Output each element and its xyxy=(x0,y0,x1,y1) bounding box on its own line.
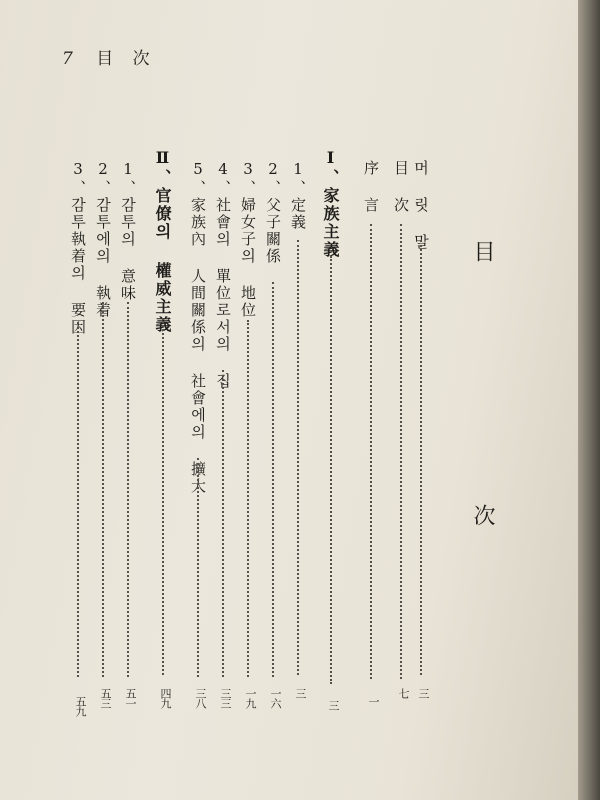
toc-page-number: 一 xyxy=(367,696,380,706)
toc-page-number: 三八 xyxy=(194,688,207,708)
toc-page-number: 五三 xyxy=(99,688,112,708)
dot-leader xyxy=(400,224,412,679)
toc-page-number: 一九 xyxy=(244,688,257,708)
toc-entry-1-3: 3、婦女子의 地位 xyxy=(239,160,257,319)
toc-page-number: 五一 xyxy=(124,688,137,708)
header-title-a: 目 xyxy=(96,49,116,69)
dot-leader xyxy=(370,224,382,679)
toc-page-number: 七 xyxy=(397,688,410,698)
dot-leader xyxy=(420,240,432,675)
dot-leader xyxy=(272,282,284,677)
toc-page-number: 三 xyxy=(417,688,430,698)
toc-entry-1-2: 2、父子關係 xyxy=(264,160,282,265)
toc-entry-1-1: 1、定義 xyxy=(289,160,307,231)
toc-page-number: 五九 xyxy=(74,696,87,716)
toc-page-number: 三 xyxy=(294,688,307,698)
header-title-b: 次 xyxy=(132,49,152,69)
dot-leader xyxy=(222,370,234,677)
dot-leader xyxy=(77,322,89,677)
toc-page-number: 三 xyxy=(327,700,340,710)
dot-leader xyxy=(102,302,114,677)
dot-leader xyxy=(297,240,309,675)
dot-leader xyxy=(330,256,342,684)
page-title: 目 次 xyxy=(470,240,495,636)
page-number: 7 xyxy=(62,49,75,69)
dot-leader xyxy=(247,320,259,677)
page-shadow-edge xyxy=(578,0,600,800)
toc-section-2: Ⅱ、官僚의 權威主義 xyxy=(153,148,172,334)
running-header xyxy=(62,44,152,69)
dot-leader xyxy=(127,302,139,677)
toc-entry-introduction: 序 言 xyxy=(362,160,380,214)
toc-entry-2-1: 1、감투의 意味 xyxy=(119,160,137,302)
toc-entry-1-5: 5、家族內 人間關係의 社會에의 擴大 xyxy=(189,160,207,495)
toc-page-number: 一六 xyxy=(269,688,282,708)
toc-page-number: 三三 xyxy=(219,688,232,708)
toc-page-number: 四九 xyxy=(159,688,172,708)
toc-entry-2-3: 3、감투執着의 要因 xyxy=(69,160,87,336)
dot-leader xyxy=(197,458,209,677)
toc-entry-contents: 目 次 xyxy=(392,160,410,214)
toc-entry-1-4: 4、社會의 單位로서의 집 xyxy=(214,160,232,390)
toc-entry-2-2: 2、감투에의 執着 xyxy=(94,160,112,319)
dot-leader xyxy=(162,318,174,675)
toc-entry-preface-note: 머 릿 말 xyxy=(412,160,430,251)
toc-section-1: Ⅰ、家族主義 xyxy=(321,148,340,259)
